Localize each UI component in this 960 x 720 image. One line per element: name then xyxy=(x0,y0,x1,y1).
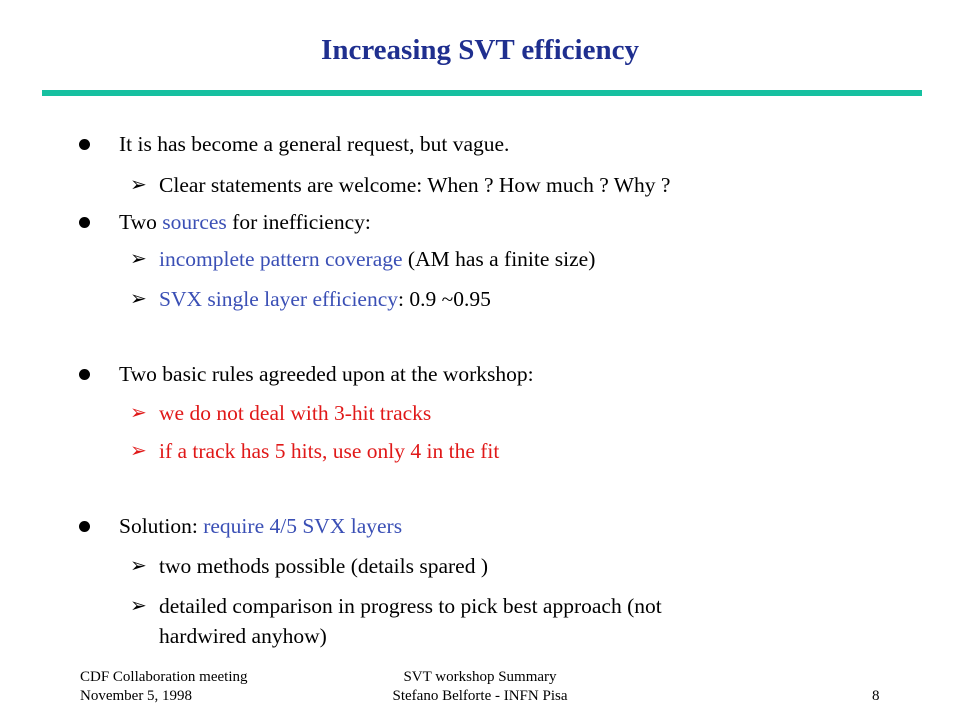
arrow-bullet-icon: ➢ xyxy=(130,595,147,617)
footer-left: CDF Collaboration meeting November 5, 1998 xyxy=(80,669,248,704)
arrow-bullet-icon: ➢ xyxy=(130,288,147,310)
bullet-dot-icon xyxy=(79,139,90,150)
title-divider xyxy=(42,90,922,96)
arrow-bullet-icon: ➢ xyxy=(130,248,147,270)
arrow-bullet-icon: ➢ xyxy=(130,174,147,196)
bullet-dot-icon xyxy=(79,521,90,532)
slide-title: Increasing SVT efficiency xyxy=(321,34,639,66)
bullet-dot-icon xyxy=(79,217,90,228)
arrow-bullet-icon: ➢ xyxy=(130,555,147,577)
arrow-bullet-icon: ➢ xyxy=(130,440,147,462)
footer-center: SVT workshop Summary Stefano Belforte - INFN Pisa xyxy=(392,669,568,704)
page-number: 8 xyxy=(872,688,880,704)
bullet-dot-icon xyxy=(79,369,90,380)
arrow-bullet-icon: ➢ xyxy=(130,402,147,424)
